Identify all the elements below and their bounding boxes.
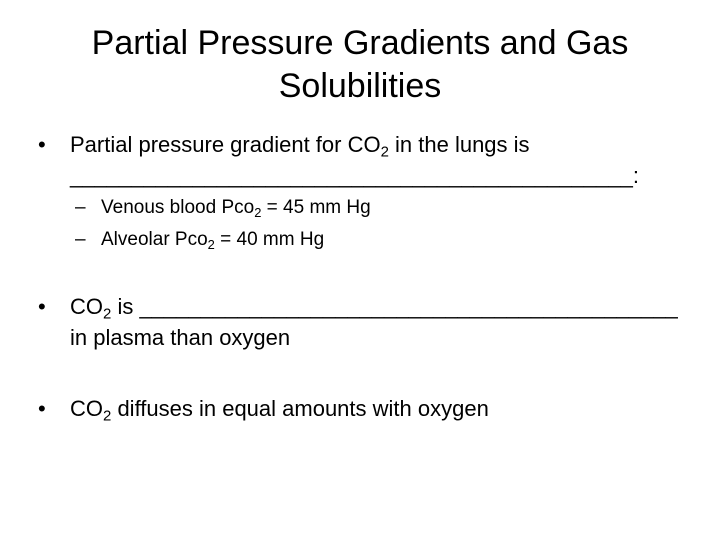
slide-title xyxy=(40,22,680,108)
subscript: 2 xyxy=(103,305,112,323)
subitem-text: Alveolar Pco xyxy=(101,229,208,250)
dash-marker: – xyxy=(75,197,86,218)
subitem-text: Venous blood Pco xyxy=(101,197,255,218)
bullet-text-part: in the lungs is xyxy=(388,132,530,157)
bullet-text xyxy=(70,131,530,161)
bullet-text xyxy=(70,293,678,323)
title-line-2: Solubilities xyxy=(278,67,442,105)
dash-marker: – xyxy=(75,229,86,250)
bullet-text-part: is ____________________________________________ xyxy=(111,294,678,319)
bullet-text-part: Partial pressure gradient for CO xyxy=(70,132,381,157)
bullet-text-line-2: in plasma than oxygen xyxy=(70,325,291,350)
bullet-text-part: diffuses in equal amounts with oxygen xyxy=(111,396,489,421)
subitem-text: = 40 mm Hg xyxy=(214,229,325,250)
bullet-marker: • xyxy=(38,396,46,421)
bullet-marker: • xyxy=(38,132,46,157)
subscript: 2 xyxy=(103,407,112,425)
subitem-alveolar xyxy=(75,228,324,251)
subscript: 2 xyxy=(380,143,389,161)
bullet-text-part: CO xyxy=(70,294,103,319)
bullet-text xyxy=(70,395,489,425)
subitem-venous xyxy=(75,196,371,219)
fill-in-blank: ______________________________________________: xyxy=(70,163,639,188)
title-line-1: Partial Pressure Gradients and Gas xyxy=(91,24,629,62)
subscript: 2 xyxy=(254,204,262,220)
subitem-text: = 45 mm Hg xyxy=(261,197,371,218)
subscript: 2 xyxy=(207,236,215,252)
bullet-marker: • xyxy=(38,294,46,319)
bullet-text-part: CO xyxy=(70,396,103,421)
